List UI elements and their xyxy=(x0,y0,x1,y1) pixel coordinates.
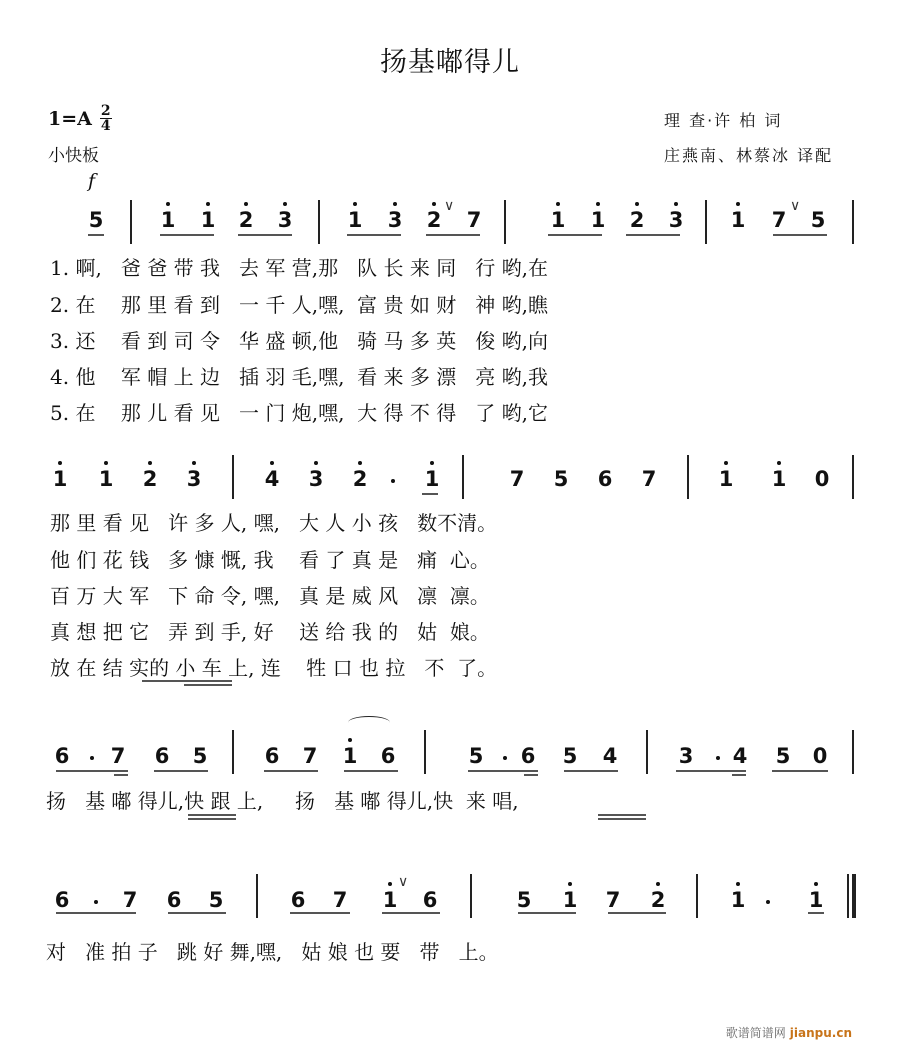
lyric-chorus-2: 对 准 拍 子 跳 好 舞,嘿, 姑 娘 也 要 带 上。 xyxy=(46,940,499,964)
lyric-verse-2: 2. 在 那 里 看 到 一 千 人,嘿, 富 贵 如 财 神 哟,瞧 xyxy=(50,293,549,317)
barline xyxy=(470,874,472,918)
note: 3 xyxy=(666,208,686,232)
note: 3 xyxy=(678,744,694,768)
note: 1 xyxy=(380,888,400,912)
note: 1 xyxy=(728,208,748,232)
note: 4 xyxy=(602,744,618,768)
note: 1 xyxy=(728,888,748,912)
breath-mark-icon: ∨ xyxy=(398,874,409,890)
note: 1 xyxy=(158,208,178,232)
note: 5 xyxy=(468,744,484,768)
song-title: 扬基嘟得儿 xyxy=(380,47,520,78)
note: 7 xyxy=(332,888,348,912)
barline xyxy=(424,730,426,774)
barline xyxy=(256,874,258,918)
note: 2 xyxy=(140,467,160,491)
lyric-verse-1: 那 里 看 见 许 多 人, 嘿, 大 人 小 孩 数不清。 xyxy=(50,511,498,535)
note: 6 xyxy=(290,888,306,912)
lyric-chorus-1: 扬 基 嘟 得儿,快 跟 上, 扬 基 嘟 得儿,快 来 唱, xyxy=(46,789,519,813)
note: 2 xyxy=(648,888,668,912)
note: 6 xyxy=(380,744,396,768)
note: 1 xyxy=(588,208,608,232)
note: 1 xyxy=(560,888,580,912)
note: 6 xyxy=(597,467,613,491)
note: 6 xyxy=(520,744,536,768)
note: 2 xyxy=(350,467,370,491)
watermark-text: 歌谱简谱网 xyxy=(725,1026,786,1040)
watermark xyxy=(726,1024,852,1041)
note: 2 xyxy=(236,208,256,232)
breath-mark-icon: ∨ xyxy=(444,198,455,214)
barline xyxy=(646,730,648,774)
note: 6 xyxy=(166,888,182,912)
note: 7 xyxy=(466,208,482,232)
note: 5 xyxy=(88,208,104,232)
barline xyxy=(852,455,854,499)
note: 1 xyxy=(769,467,789,491)
barline xyxy=(687,455,689,499)
barline xyxy=(852,730,854,774)
lyric-verse-5: 5. 在 那 儿 看 见 一 门 炮,嘿, 大 得 不 得 了 哟,它 xyxy=(50,401,549,425)
lyricist-credit: 理 查·许 柏 词 xyxy=(664,111,783,130)
note: 7 xyxy=(771,208,787,232)
note: 4 xyxy=(732,744,748,768)
barline xyxy=(696,874,698,918)
note: 7 xyxy=(302,744,318,768)
note: 0 xyxy=(814,467,830,491)
note: 5 xyxy=(775,744,791,768)
barline xyxy=(232,730,234,774)
note: 1 xyxy=(50,467,70,491)
lyric-verse-3: 百 万 大 军 下 命 令, 嘿, 真 是 威 风 凛 凛。 xyxy=(50,584,490,608)
note: 1 xyxy=(96,467,116,491)
watermark-site: jianpu.cn xyxy=(789,1026,852,1040)
note: 3 xyxy=(184,467,204,491)
note: 5 xyxy=(192,744,208,768)
lyric-verse-1: 1. 啊, 爸 爸 带 我 去 军 营,那 队 长 来 同 行 哟,在 xyxy=(50,256,549,280)
dynamic-marking: f xyxy=(88,170,96,192)
note: 6 xyxy=(154,744,170,768)
key-signature xyxy=(48,104,112,133)
note: 1 xyxy=(716,467,736,491)
note: 3 xyxy=(306,467,326,491)
note: 7 xyxy=(110,744,126,768)
note: 5 xyxy=(208,888,224,912)
note: 6 xyxy=(264,744,280,768)
note: 2 xyxy=(627,208,647,232)
note: 1 xyxy=(422,467,442,491)
time-signature: $\frac{2}{4}$ xyxy=(100,103,111,134)
lyric-verse-4: 4. 他 军 帽 上 边 插 羽 毛,嘿, 看 来 多 漂 亮 哟,我 xyxy=(50,365,549,389)
note: 6 xyxy=(422,888,438,912)
note: 7 xyxy=(509,467,525,491)
barline xyxy=(504,200,506,244)
breath-mark-icon: ∨ xyxy=(790,198,801,214)
note: 1 xyxy=(548,208,568,232)
lyric-verse-3: 3. 还 看 到 司 令 华 盛 顿,他 骑 马 多 英 俊 哟,向 xyxy=(50,329,549,353)
note: 3 xyxy=(385,208,405,232)
lyric-verse-5: 放 在 结 实的 小 车 上, 连 牲 口 也 拉 不 了。 xyxy=(50,656,498,680)
translator-credit: 庄燕南、林蔡冰 译配 xyxy=(664,146,834,165)
note: 3 xyxy=(275,208,295,232)
note: 1 xyxy=(198,208,218,232)
note: 0 xyxy=(812,744,828,768)
barline xyxy=(318,200,320,244)
barline xyxy=(232,455,234,499)
note: 5 xyxy=(562,744,578,768)
tempo-marking: 小快板 xyxy=(48,146,99,166)
note: 6 xyxy=(54,888,70,912)
final-barline-thin xyxy=(847,874,849,918)
note: 5 xyxy=(516,888,532,912)
barline xyxy=(462,455,464,499)
slur-icon xyxy=(348,716,390,729)
note: 2 xyxy=(424,208,444,232)
barline xyxy=(130,200,132,244)
note: 5 xyxy=(810,208,826,232)
note: 1 xyxy=(340,744,360,768)
lyric-verse-4: 真 想 把 它 弄 到 手, 好 送 给 我 的 姑 娘。 xyxy=(50,620,490,644)
note: 7 xyxy=(641,467,657,491)
barline xyxy=(705,200,707,244)
final-barline-thick xyxy=(852,874,856,918)
note: 7 xyxy=(122,888,138,912)
note: 1 xyxy=(345,208,365,232)
lyric-verse-2: 他 们 花 钱 多 慷 慨, 我 看 了 真 是 痛 心。 xyxy=(50,548,490,572)
note: 7 xyxy=(605,888,621,912)
key-label: 1=A xyxy=(48,107,92,130)
note: 6 xyxy=(54,744,70,768)
note: 4 xyxy=(262,467,282,491)
barline xyxy=(852,200,854,244)
note: 5 xyxy=(553,467,569,491)
note: 1 xyxy=(806,888,826,912)
